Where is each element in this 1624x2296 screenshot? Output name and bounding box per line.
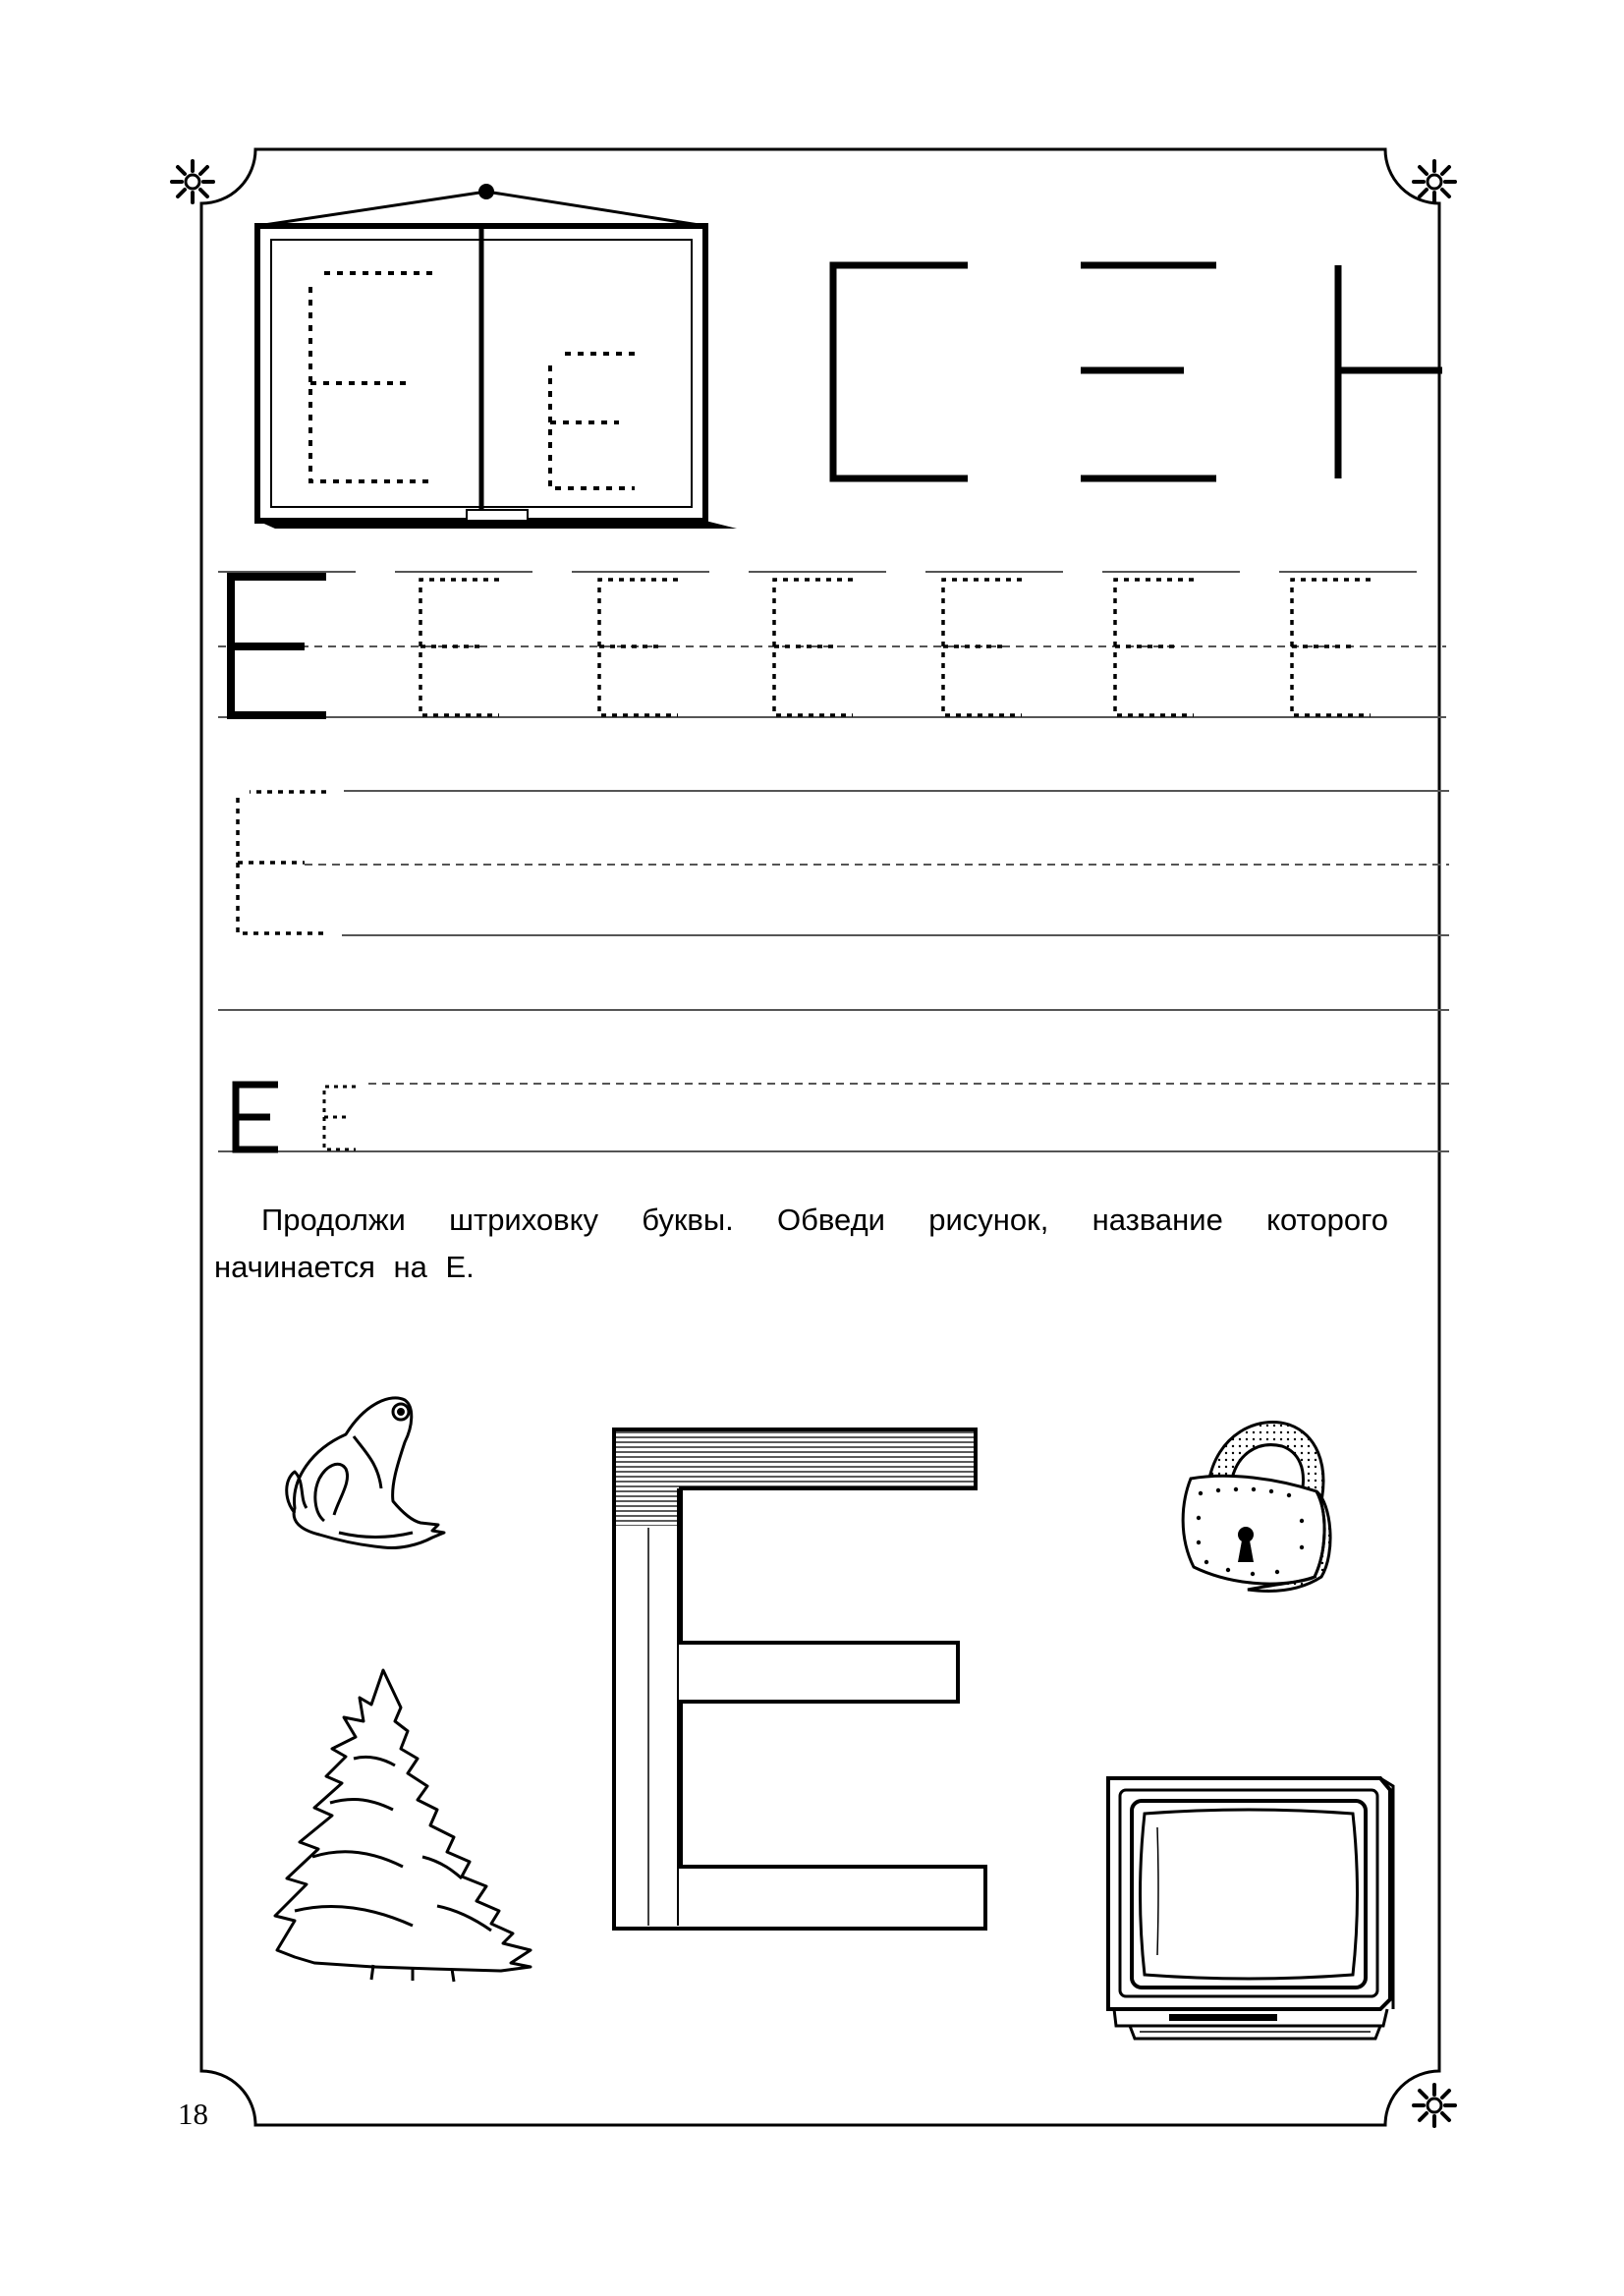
big-letter-E-hatching [614,1429,985,1929]
element-three-lines [1081,265,1216,478]
tracing-row-1 [218,572,1446,717]
element-vertical-tee [1338,265,1442,478]
board-letter-e-dotted [550,354,635,488]
fir-tree-icon [275,1670,531,1982]
sun-ornament-icon [1414,2085,1455,2126]
chalk-eraser [467,510,528,521]
chalkboard [257,184,737,529]
frog-icon [287,1398,444,1548]
instruction-text: Продолжи штриховку буквы. Обведи рисунок, название которого начинается на Е. [214,1203,1388,1284]
tracing-row-2 [218,791,1449,1010]
small-letter-E-dotted [324,1087,356,1149]
tv-set-icon [1108,1778,1393,2039]
sample-letter-E [231,577,326,715]
page-number: 18 [178,2097,208,2131]
small-letter-E [236,1085,278,1149]
board-letter-E-dotted [310,273,432,481]
padlock-icon [1183,1423,1330,1592]
tracing-row-3 [218,1084,1449,1151]
row2-letter-E-dotted [238,792,326,933]
element-c-shape [833,265,968,478]
sun-ornament-icon [172,161,213,202]
sun-ornament-icon [1414,161,1455,202]
